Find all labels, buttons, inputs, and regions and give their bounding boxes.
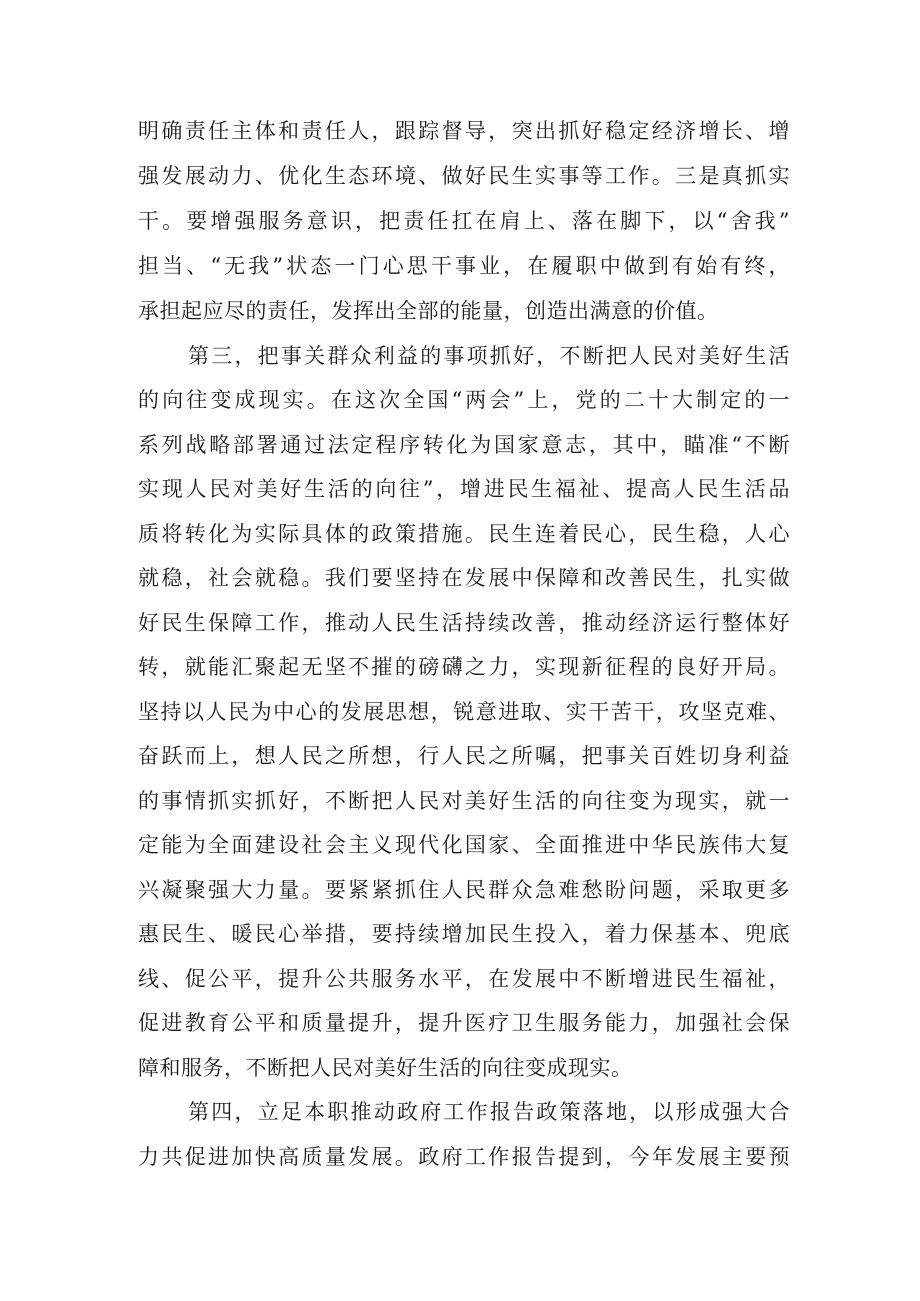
text-line: 障和服务，不断把人民对美好生活的向往变成现实。	[138, 1056, 633, 1080]
text-line: 实现人民对美好生活的向往”，增进民生福祉、提高人民生活品	[138, 477, 790, 501]
text-line: 定能为全面建设社会主义现代化国家、全面推进中华民族伟大复	[138, 833, 790, 857]
text-line: 干。要增强服务意识，把责任扛在肩上、落在脚下，以“舍我”	[138, 209, 790, 233]
paragraph-first-line: 第三，把事关群众利益的事项抓好，不断把人民对美好生活	[188, 344, 790, 368]
text-line: 力共促进加快高质量发展。政府工作报告提到，今年发展主要预	[138, 1145, 790, 1169]
text-line: 好民生保障工作，推动人民生活持续改善，推动经济运行整体好	[138, 611, 790, 635]
text-line: 奋跃而上，想人民之所想，行人民之所嘱，把事关百姓切身利益	[138, 744, 790, 768]
text-line: 明确责任主体和责任人，跟踪督导，突出抓好稳定经济增长、增	[138, 119, 790, 143]
text-line: 担当、“无我”状态一门心思干事业，在履职中做到有始有终，	[138, 254, 790, 278]
text-line: 惠民生、暖民心举措，要持续增加民生投入，着力保基本、兜底	[138, 922, 790, 946]
text-line: 线、促公平，提升公共服务水平，在发展中不断增进民生福祉，	[138, 967, 790, 991]
text-line: 承担起应尽的责任，发挥出全部的能量，创造出满意的价值。	[138, 299, 719, 323]
text-line: 兴凝聚强大力量。要紧紧抓住人民群众急难愁盼问题，采取更多	[138, 878, 790, 902]
text-line: 的事情抓实抓好，不断把人民对美好生活的向往变为现实，就一	[138, 789, 790, 813]
text-line: 强发展动力、优化生态环境、做好民生实事等工作。三是真抓实	[138, 164, 790, 188]
text-line: 坚持以人民为中心的发展思想，锐意进取、实干苦干，攻坚克难、	[138, 700, 790, 724]
text-line: 的向往变成现实。在这次全国“两会”上，党的二十大制定的一	[138, 388, 790, 412]
text-line: 系列战略部署通过法定程序转化为国家意志，其中，瞄准“不断	[138, 433, 790, 457]
text-line: 促进教育公平和质量提升，提升医疗卫生服务能力，加强社会保	[138, 1011, 790, 1035]
paragraph-first-line: 第四，立足本职推动政府工作报告政策落地，以形成强大合	[188, 1100, 790, 1124]
text-line: 就稳，社会就稳。我们要坚持在发展中保障和改善民生，扎实做	[138, 566, 790, 590]
text-line: 转，就能汇聚起无坚不摧的磅礴之力，实现新征程的良好开局。	[138, 655, 790, 679]
text-line: 质将转化为实际具体的政策措施。民生连着民心，民生稳，人心	[138, 522, 790, 546]
